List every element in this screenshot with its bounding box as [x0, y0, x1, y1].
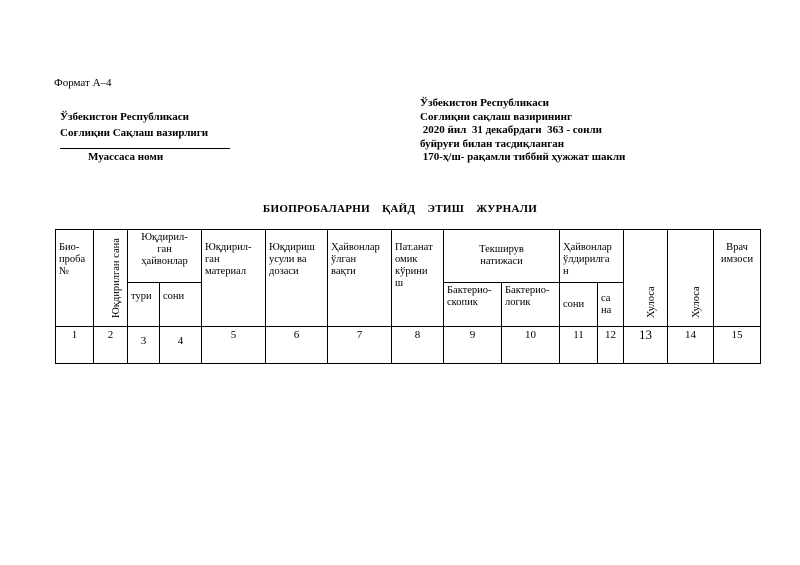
journal-title [0, 203, 800, 215]
col-number: 15 [714, 327, 761, 364]
col-date [94, 230, 128, 327]
right-header [420, 97, 625, 165]
journal-table [55, 229, 761, 364]
col-results [444, 230, 560, 283]
col-conclusion-2-text: Хулоса [690, 286, 702, 318]
col-number: 7 [328, 327, 392, 364]
col-bacterioscopic: Бактерио- скопик [444, 283, 502, 327]
col-killed-date: са на [598, 283, 624, 327]
right-header-line: Ўзбекистон Республикаси [420, 97, 549, 109]
right-header-line: 2020 йил 31 декабрдаги 363 - сонли [420, 124, 602, 136]
journal-title-text: БИОПРОБАЛАРНИ ҚАЙД ЭТИШ ЖУРНАЛИ [262, 203, 538, 215]
col-number: 8 [392, 327, 444, 364]
right-header-line: 170-ҳ/ш- рақамли тиббий ҳужжат шакли [420, 151, 626, 163]
col-number: 9 [444, 327, 502, 364]
col-bacteriologic: Бактерио- логик [502, 283, 560, 327]
col-bioprob: Био- проба № [56, 230, 94, 327]
col-animals-count: сони [160, 283, 202, 327]
left-header-line: Соғлиқни Сақлаш вазирлиги [60, 127, 209, 139]
col-conclusion-2 [668, 230, 714, 327]
col-date-text: Юқдирилган сана [110, 238, 122, 318]
col-killed: Ҳайвонлар ўлдирилга н [560, 230, 624, 283]
col-animals: Юқдирил- ган ҳайвонлар [128, 230, 202, 283]
col-patanatomic: Пат.анат омик кўрини ш [392, 230, 444, 327]
left-header [60, 109, 208, 141]
table-header-row [56, 230, 761, 283]
right-header-line: буйруғи билан тасдиқланган [420, 137, 565, 150]
right-header-line: Соғлиқни сақлаш вазирининг [420, 110, 572, 123]
col-animals-type: тури [128, 283, 160, 327]
col-number: 6 [266, 327, 328, 364]
col-killed-count: сони [560, 283, 598, 327]
col-doctor-signature: Врач имзоси [714, 230, 761, 327]
col-number: 12 [598, 327, 624, 364]
col-number: 1 [56, 327, 94, 364]
col-results-text: Текширув натижаси [479, 244, 524, 267]
col-number: 14 [668, 327, 714, 364]
col-number: 13 [624, 327, 668, 364]
col-number: 5 [202, 327, 266, 364]
format-label: Формат А–4 [54, 77, 112, 89]
col-number: 4 [160, 327, 202, 364]
col-material: Юқдирил- ган материал [202, 230, 266, 327]
col-number: 2 [94, 327, 128, 364]
col-conclusion [624, 230, 668, 327]
col-number: 3 [128, 327, 160, 364]
col-conclusion-text: Хулоса [645, 286, 657, 318]
col-number: 11 [560, 327, 598, 364]
institution-label: Муассаса номи [88, 151, 164, 163]
col-number: 10 [502, 327, 560, 364]
col-death-time: Ҳайвонлар ўлган вақти [328, 230, 392, 327]
table-number-row [56, 327, 761, 364]
left-header-line: Ўзбекистон Республикаси [60, 111, 189, 123]
col-method: Юқдириш усули ва дозаси [266, 230, 328, 327]
institution-name-line [60, 148, 230, 149]
